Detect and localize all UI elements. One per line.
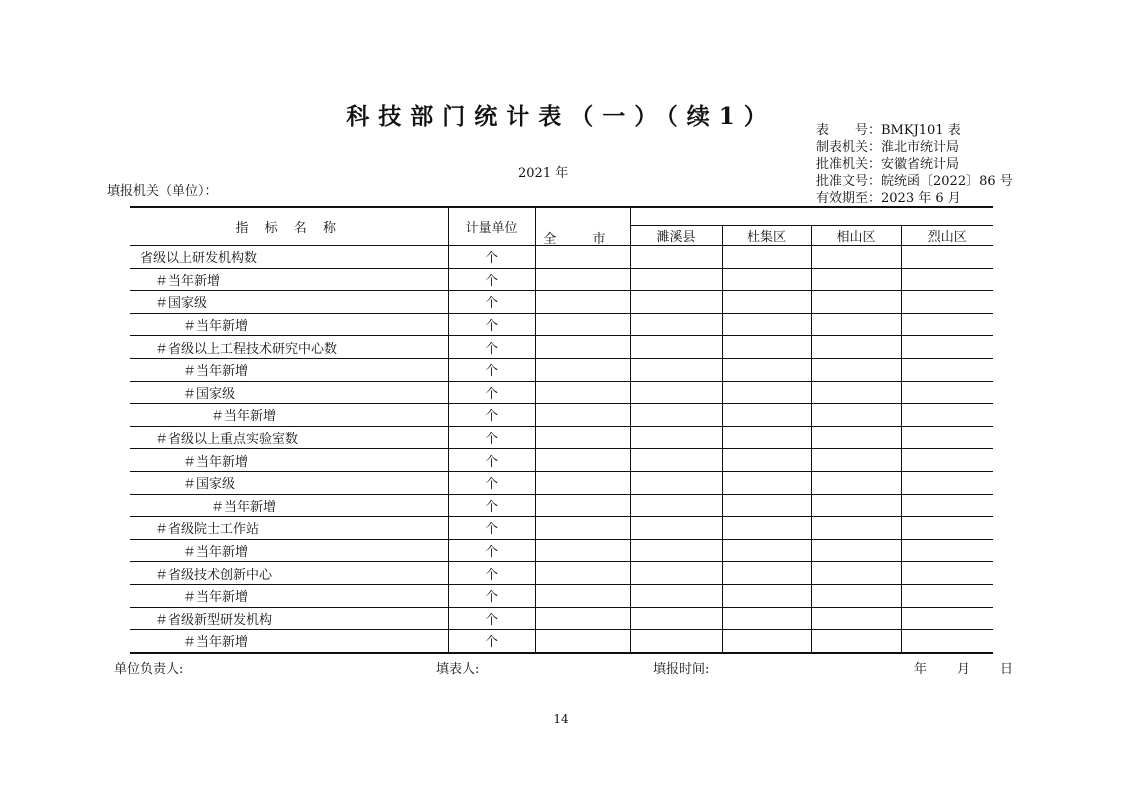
value-cell[interactable] (722, 358, 811, 381)
filing-unit-label: 填报机关（单位）： (107, 184, 218, 199)
value-cell[interactable] (630, 381, 722, 404)
value-cell[interactable] (535, 246, 630, 269)
value-cell[interactable] (901, 426, 993, 449)
value-cell[interactable] (811, 607, 901, 630)
value-cell[interactable] (811, 246, 901, 269)
district-header-xiangshan: 相山区 (811, 226, 901, 246)
value-cell[interactable] (811, 358, 901, 381)
value-cell[interactable] (811, 336, 901, 359)
value-cell[interactable] (630, 246, 722, 269)
value-cell[interactable] (630, 539, 722, 562)
value-cell[interactable] (722, 426, 811, 449)
value-cell[interactable] (811, 381, 901, 404)
indicator-name-cell: ＃省级新型研发机构 (130, 607, 448, 630)
indicator-name-cell: ＃当年新增 (130, 630, 448, 653)
value-cell[interactable] (901, 268, 993, 291)
value-cell[interactable] (901, 607, 993, 630)
value-cell[interactable] (722, 404, 811, 427)
approval-number: 批准文号：皖统函〔2022〕86 号 (816, 174, 1013, 189)
table-row (130, 426, 993, 449)
value-cell[interactable] (901, 562, 993, 585)
value-cell[interactable] (722, 381, 811, 404)
value-cell[interactable] (535, 449, 630, 472)
value-cell[interactable] (630, 630, 722, 653)
value-cell[interactable] (722, 291, 811, 314)
table-row (130, 471, 993, 494)
page-number: 14 (553, 712, 569, 726)
indicator-name-cell: ＃省级以上工程技术研究中心数 (130, 336, 448, 359)
city-total-header: 全 市 (535, 207, 630, 246)
value-cell[interactable] (901, 246, 993, 269)
value-cell[interactable] (535, 268, 630, 291)
value-cell[interactable] (630, 404, 722, 427)
value-cell[interactable] (901, 471, 993, 494)
value-cell[interactable] (722, 471, 811, 494)
value-cell[interactable] (630, 291, 722, 314)
value-cell[interactable] (535, 607, 630, 630)
indicator-name-cell: ＃省级院士工作站 (130, 517, 448, 540)
unit-cell: 个 (448, 607, 535, 630)
value-cell[interactable] (722, 517, 811, 540)
value-cell[interactable] (722, 494, 811, 517)
unit-cell: 个 (448, 381, 535, 404)
value-cell[interactable] (811, 539, 901, 562)
indicator-name-cell: ＃省级技术创新中心 (130, 562, 448, 585)
value-cell[interactable] (630, 358, 722, 381)
value-cell[interactable] (901, 539, 993, 562)
value-cell[interactable] (901, 336, 993, 359)
value-cell[interactable] (811, 291, 901, 314)
value-cell[interactable] (811, 630, 901, 653)
value-cell[interactable] (811, 584, 901, 607)
value-cell[interactable] (811, 517, 901, 540)
unit-cell: 个 (448, 291, 535, 314)
value-cell[interactable] (811, 268, 901, 291)
table-row (130, 562, 993, 585)
unit-cell: 个 (448, 313, 535, 336)
value-cell[interactable] (535, 381, 630, 404)
value-cell[interactable] (535, 494, 630, 517)
unit-cell: 个 (448, 268, 535, 291)
table-row (130, 358, 993, 381)
indicator-name-cell: ＃当年新增 (130, 313, 448, 336)
unit-cell: 个 (448, 449, 535, 472)
indicator-name-cell: ＃当年新增 (130, 268, 448, 291)
unit-cell: 个 (448, 584, 535, 607)
value-cell[interactable] (811, 449, 901, 472)
table-row (130, 607, 993, 630)
value-cell[interactable] (535, 539, 630, 562)
indicator-name-cell: ＃国家级 (130, 471, 448, 494)
value-cell[interactable] (722, 607, 811, 630)
indicator-name-cell: 省级以上研发机构数 (130, 246, 448, 269)
value-cell[interactable] (811, 471, 901, 494)
value-cell[interactable] (535, 562, 630, 585)
table-title: 科技部门统计表（一）（续1） (346, 103, 776, 130)
value-cell[interactable] (630, 494, 722, 517)
value-cell[interactable] (722, 562, 811, 585)
value-cell[interactable] (901, 517, 993, 540)
value-cell[interactable] (535, 358, 630, 381)
unit-cell: 个 (448, 539, 535, 562)
value-cell[interactable] (722, 336, 811, 359)
value-cell[interactable] (901, 381, 993, 404)
header-spacer (811, 207, 901, 226)
unit-cell: 个 (448, 426, 535, 449)
value-cell[interactable] (901, 630, 993, 653)
value-cell[interactable] (630, 426, 722, 449)
table-row (130, 494, 993, 517)
report-year: 2021 年 (518, 166, 569, 181)
value-cell[interactable] (811, 562, 901, 585)
unit-cell: 个 (448, 336, 535, 359)
value-cell[interactable] (535, 517, 630, 540)
indicator-name-cell: ＃国家级 (130, 381, 448, 404)
district-header-suixi: 濉溪县 (630, 226, 722, 246)
district-header-duji: 杜集区 (722, 226, 811, 246)
unit-cell: 个 (448, 494, 535, 517)
value-cell[interactable] (811, 313, 901, 336)
value-cell[interactable] (901, 449, 993, 472)
value-cell[interactable] (901, 404, 993, 427)
value-cell[interactable] (901, 584, 993, 607)
footer-day: 日 (1000, 662, 1014, 677)
table-row (130, 246, 993, 269)
table-row (130, 584, 993, 607)
indicator-name-cell: ＃国家级 (130, 291, 448, 314)
value-cell[interactable] (535, 584, 630, 607)
indicator-name-header: 指 标 名 称 (130, 207, 448, 246)
header-spacer (722, 207, 811, 226)
value-cell[interactable] (811, 426, 901, 449)
value-cell[interactable] (722, 246, 811, 269)
fill-time-label: 填报时间: (653, 662, 710, 677)
value-cell[interactable] (535, 426, 630, 449)
value-cell[interactable] (901, 313, 993, 336)
unit-cell: 个 (448, 562, 535, 585)
form-filler-label: 填表人: (436, 662, 480, 677)
value-cell[interactable] (535, 471, 630, 494)
footer-year: 年 (914, 662, 928, 677)
indicator-name-cell: ＃当年新增 (130, 584, 448, 607)
value-cell[interactable] (630, 336, 722, 359)
footer-month: 月 (957, 662, 971, 677)
indicator-name-cell: ＃当年新增 (130, 494, 448, 517)
table-row (130, 539, 993, 562)
value-cell[interactable] (722, 313, 811, 336)
unit-cell: 个 (448, 630, 535, 653)
value-cell[interactable] (630, 268, 722, 291)
value-cell[interactable] (535, 313, 630, 336)
unit-cell: 个 (448, 471, 535, 494)
unit-cell: 个 (448, 246, 535, 269)
value-cell[interactable] (722, 449, 811, 472)
value-cell[interactable] (630, 449, 722, 472)
table-row (130, 404, 993, 427)
indicator-name-cell: ＃当年新增 (130, 404, 448, 427)
indicator-name-cell: ＃当年新增 (130, 449, 448, 472)
approving-authority: 批准机关：安徽省统计局 (816, 157, 960, 172)
indicator-name-cell: ＃当年新增 (130, 539, 448, 562)
value-cell[interactable] (722, 584, 811, 607)
table-row (130, 630, 993, 653)
table-row (130, 336, 993, 359)
value-cell[interactable] (811, 494, 901, 517)
table-row (130, 313, 993, 336)
value-cell[interactable] (535, 404, 630, 427)
header-spacer (630, 207, 722, 226)
district-header-lieshan: 烈山区 (901, 226, 993, 246)
table-row (130, 381, 993, 404)
value-cell[interactable] (630, 313, 722, 336)
unit-cell: 个 (448, 358, 535, 381)
unit-cell: 个 (448, 517, 535, 540)
form-meta-block (816, 122, 1013, 207)
indicator-name-cell: ＃省级以上重点实验室数 (130, 426, 448, 449)
unit-header: 计量单位 (448, 207, 535, 246)
value-cell[interactable] (901, 494, 993, 517)
value-cell[interactable] (901, 358, 993, 381)
value-cell[interactable] (630, 607, 722, 630)
value-cell[interactable] (630, 517, 722, 540)
table-row (130, 449, 993, 472)
value-cell[interactable] (535, 291, 630, 314)
value-cell[interactable] (630, 584, 722, 607)
value-cell[interactable] (630, 471, 722, 494)
value-cell[interactable] (901, 291, 993, 314)
table-row (130, 291, 993, 314)
issuing-authority: 制表机关：淮北市统计局 (816, 140, 960, 155)
unit-cell: 个 (448, 404, 535, 427)
indicator-name-cell: ＃当年新增 (130, 358, 448, 381)
unit-leader-label: 单位负责人: (114, 662, 184, 677)
value-cell[interactable] (630, 562, 722, 585)
valid-until: 有效期至：2023 年 6 月 (816, 191, 961, 206)
table-row (130, 268, 993, 291)
value-cell[interactable] (722, 539, 811, 562)
value-cell[interactable] (535, 630, 630, 653)
statistics-table (130, 206, 993, 654)
value-cell[interactable] (535, 336, 630, 359)
form-number: 表 号：BMKJ101 表 (816, 123, 961, 138)
header-spacer (901, 207, 993, 226)
value-cell[interactable] (722, 268, 811, 291)
value-cell[interactable] (811, 404, 901, 427)
value-cell[interactable] (722, 630, 811, 653)
table-row (130, 517, 993, 540)
